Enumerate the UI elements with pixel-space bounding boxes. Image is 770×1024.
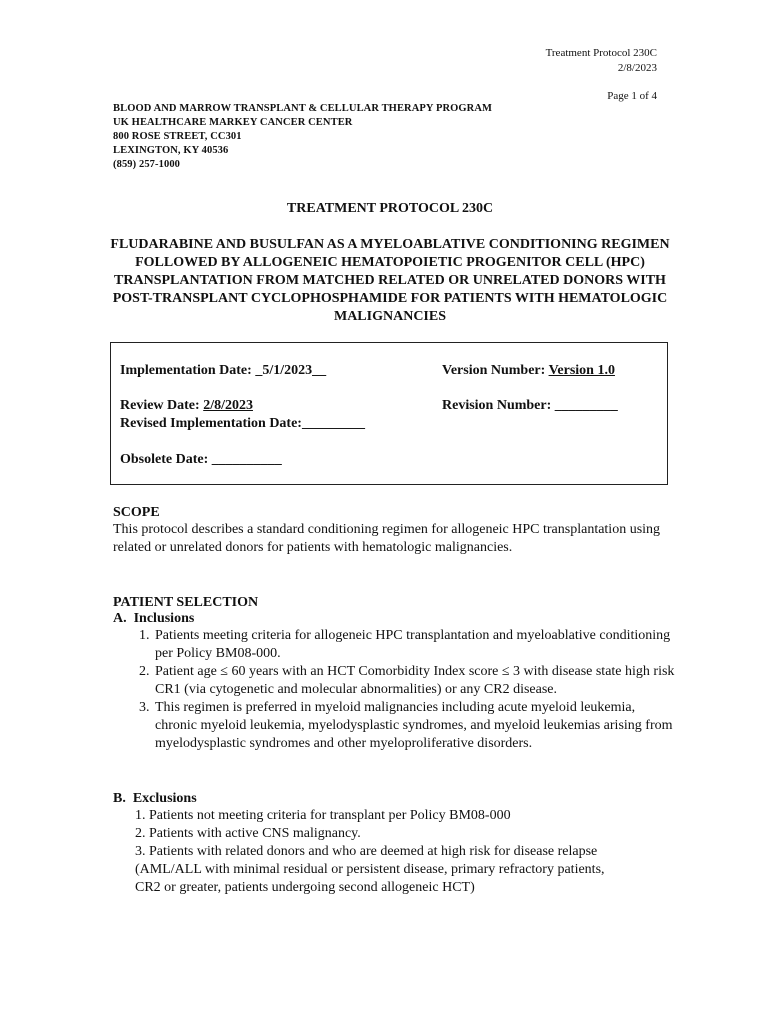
exclusions-section (113, 791, 673, 897)
list-item: 2. Patients with active CNS malignancy. (135, 826, 361, 841)
page-header (546, 46, 657, 76)
dates-info-box (110, 342, 668, 485)
list-item: 3. Patients with related donors and who are deemed at high risk for disease relapse (135, 844, 598, 859)
org-line: UK HEALTHCARE MARKEY CANCER CENTER (113, 117, 353, 128)
org-line: (859) 257-1000 (113, 159, 181, 170)
scope-section (113, 505, 673, 557)
obsolete-date: Obsolete Date: __________ (120, 452, 282, 467)
patient-selection-section (113, 595, 673, 753)
review-date: Review Date: 2/8/2023 (120, 398, 253, 413)
list-item: 1. Patients not meeting criteria for transplant per Policy BM08-000 (135, 808, 511, 823)
patient-selection-heading: PATIENT SELECTION (113, 595, 259, 610)
protocol-title: TREATMENT PROTOCOL 230C (286, 201, 494, 216)
page-number: Page 1 of 4 (607, 90, 657, 102)
inclusions-list (113, 627, 678, 753)
list-item: (AML/ALL with minimal residual or persistent disease, primary refractory patients, (135, 862, 605, 877)
header-date: 2/8/2023 (617, 62, 657, 74)
review-date-value: 2/8/2023 (203, 398, 253, 413)
revised-implementation-date: Revised Implementation Date:_________ (120, 416, 365, 431)
scope-heading: SCOPE (113, 505, 160, 520)
version-number: Version Number: Version 1.0 (442, 363, 615, 378)
version-number-value: Version 1.0 (548, 363, 615, 378)
implementation-date-value: _5/1/2023__ (255, 363, 327, 378)
list-item: 2. Patient age ≤ 60 years with an HCT Comorbidity Index score ≤ 3 with disease state high risk CR1 (via cytogenetic and molecular abnormalities) or any CR2 disease. (153, 663, 678, 699)
revised-implementation-date-value: _________ (301, 416, 365, 431)
list-item: 1. Patients meeting criteria for allogeneic HPC transplantation and myeloablative conditioning per Policy BM08-000. (153, 627, 678, 663)
obsolete-date-value: __________ (211, 452, 282, 467)
list-item: 3. This regimen is preferred in myeloid malignancies including acute myeloid leukemia, chronic myeloid leukemia, myelodysplastic syndromes, and myeloid leukemias arising from myelodysplastic syndromes and other myeloproliferative disorders. (153, 699, 678, 753)
org-line: LEXINGTON, KY 40536 (113, 145, 229, 156)
list-item: CR2 or greater, patients undergoing second allogeneic HCT) (135, 880, 475, 895)
revision-number-value: _________ (554, 398, 618, 413)
exclusions-heading: B. Exclusions (113, 791, 197, 806)
scope-text: This protocol describes a standard conditioning regimen for allogeneic HPC transplantation using related or unrelated donors for patients with hematologic malignancies. (113, 522, 661, 555)
exclusions-list (113, 807, 673, 897)
implementation-date: Implementation Date: _5/1/2023__ (120, 363, 327, 378)
protocol-subtitle: FLUDARABINE AND BUSULFAN AS A MYELOABLATIVE CONDITIONING REGIMEN FOLLOWED BY ALLOGENEIC HEMATOPOIETIC PROGENITOR CELL (HPC) TRANSPLANTATION FROM MATCHED RELATED OR UNRELATED DONORS WITH POST-TRANSPLANT CYCLOPHOSPHAMIDE FOR PATIENTS WITH HEMATOLOGIC MALIGNANCIES (110, 237, 670, 324)
inclusions-heading: A. Inclusions (113, 611, 195, 626)
org-address-block (113, 102, 492, 172)
org-line: BLOOD AND MARROW TRANSPLANT & CELLULAR THERAPY PROGRAM (113, 103, 493, 114)
revision-number: Revision Number: _________ (442, 398, 618, 413)
org-line: 800 ROSE STREET, CC301 (113, 131, 242, 142)
protocol-ref: Treatment Protocol 230C (545, 47, 657, 59)
